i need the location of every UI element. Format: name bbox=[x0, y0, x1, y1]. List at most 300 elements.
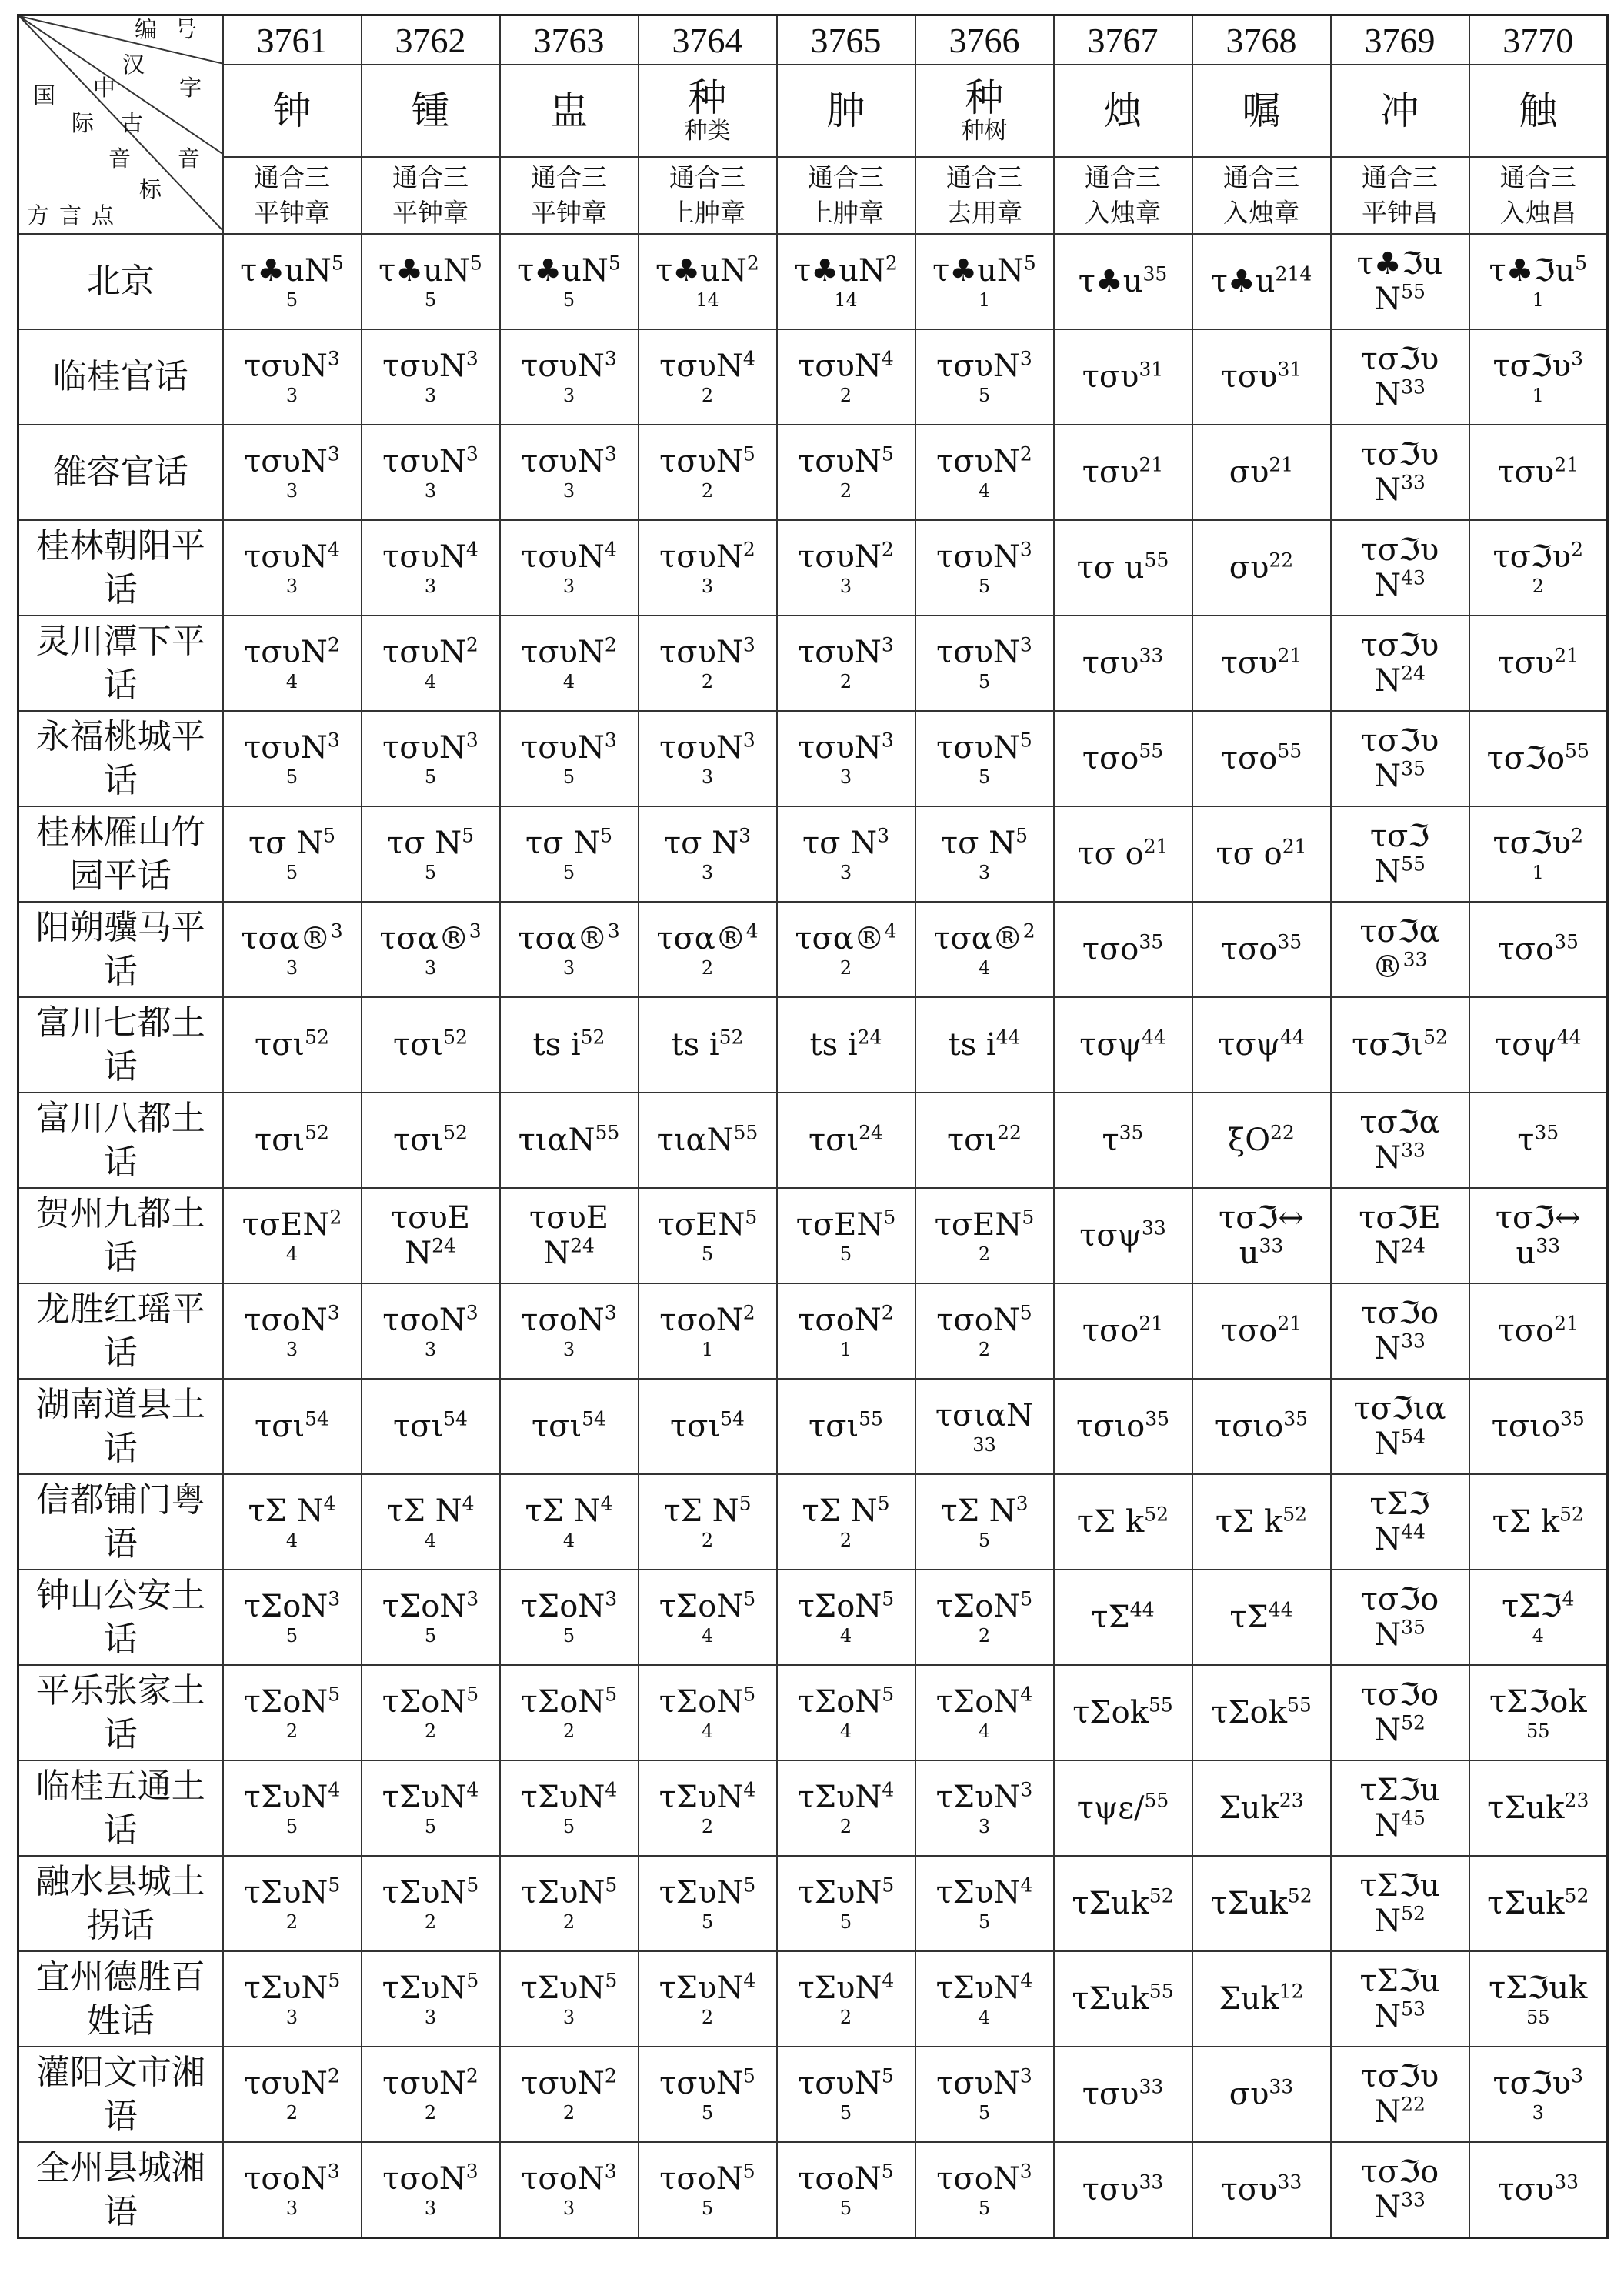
pronunciation-line bbox=[936, 730, 1032, 766]
pronunciation-main: τσ N bbox=[386, 825, 462, 861]
pronunciation-main: τσυN bbox=[659, 729, 743, 766]
corner-label: 古 bbox=[121, 112, 144, 136]
tone-subscript: 3 bbox=[562, 2006, 575, 2028]
tone-superscript: 52 bbox=[305, 1026, 329, 1049]
pronunciation-main: τ bbox=[1102, 1123, 1119, 1158]
pronunciation-main: τσοN bbox=[659, 2161, 743, 2197]
pronunciation-line-2 bbox=[1332, 1999, 1469, 2034]
pronunciation-line bbox=[935, 1207, 1035, 1243]
tone-superscript: 5 bbox=[466, 1969, 479, 1992]
pronunciation-line-2 bbox=[1332, 1617, 1469, 1653]
pronunciation-cell bbox=[500, 1570, 639, 1665]
pronunciation-main: τσ N bbox=[663, 825, 739, 861]
tone-superscript: 55 bbox=[1286, 1693, 1312, 1717]
tone-subscript: 4 bbox=[978, 956, 991, 979]
tone-superscript: 3 bbox=[877, 824, 890, 847]
pronunciation-continuation: N bbox=[1374, 1713, 1402, 1748]
pronunciation-line bbox=[393, 1123, 468, 1158]
pronunciation-main: τσℑο bbox=[1486, 741, 1566, 776]
tone-superscript: 52 bbox=[719, 1026, 744, 1049]
pronunciation-cell bbox=[1469, 616, 1608, 711]
middle-chinese-cell bbox=[639, 157, 777, 234]
dialect-location: 北京 bbox=[18, 234, 223, 329]
pronunciation-line bbox=[1359, 1200, 1441, 1236]
pronunciation-line bbox=[659, 539, 755, 575]
pronunciation-cell bbox=[915, 234, 1054, 329]
tone-subscript: 2 bbox=[701, 479, 714, 502]
pronunciation-main: τΣ N bbox=[248, 1493, 324, 1529]
pronunciation-line bbox=[659, 349, 755, 384]
pronunciation-main: τσυN bbox=[244, 348, 328, 384]
tone-superscript: 55 bbox=[1139, 739, 1164, 762]
character-cell bbox=[1469, 65, 1608, 157]
pronunciation-line bbox=[1082, 2077, 1164, 2112]
tone-superscript: 5 bbox=[882, 1587, 895, 1610]
pronunciation-continuation: N bbox=[1374, 1140, 1402, 1176]
tone-subscript: 4 bbox=[978, 479, 991, 502]
tone-subscript: 33 bbox=[972, 1433, 996, 1456]
pronunciation-line bbox=[936, 2066, 1032, 2101]
pronunciation-line bbox=[244, 539, 340, 575]
pronunciation-main: τσοN bbox=[936, 2161, 1020, 2197]
pronunciation-cell bbox=[362, 1760, 500, 1856]
tone-subscript: 1 bbox=[701, 1338, 714, 1360]
corner-label: 音 bbox=[108, 147, 132, 172]
pronunciation-cell bbox=[1331, 234, 1469, 329]
pronunciation-line bbox=[936, 444, 1032, 479]
pronunciation-main: τσιο bbox=[1214, 1409, 1284, 1444]
pronunciation-cell bbox=[362, 1188, 500, 1283]
tone-superscript: 5 bbox=[742, 442, 755, 465]
pronunciation-line bbox=[521, 2161, 616, 2197]
tone-subscript: 14 bbox=[695, 289, 719, 311]
tone-superscript: 55 bbox=[1401, 280, 1426, 303]
tone-superscript: 3 bbox=[328, 1587, 341, 1610]
tone-subscript: 5 bbox=[562, 766, 575, 788]
tone-superscript: 33 bbox=[1142, 1216, 1166, 1240]
pronunciation-line bbox=[1077, 1504, 1169, 1540]
tone-subscript: 3 bbox=[562, 575, 575, 597]
pronunciation-cell bbox=[1054, 806, 1192, 902]
pronunciation-cell bbox=[223, 1188, 362, 1283]
character-number: 3762 bbox=[362, 15, 500, 65]
pronunciation-cell bbox=[223, 1760, 362, 1856]
pronunciation-line bbox=[798, 1780, 895, 1815]
pronunciation-cell bbox=[362, 234, 500, 329]
pronunciation-main: τσℑ↔ bbox=[1219, 1200, 1304, 1236]
dialect-location: 宜州德胜百姓话 bbox=[18, 1951, 223, 2047]
pronunciation-line-2 bbox=[1332, 568, 1469, 603]
tone-superscript: 12 bbox=[1279, 1980, 1304, 2003]
pronunciation-main: τΣuk bbox=[1210, 1886, 1288, 1921]
pronunciation-main: τσυN bbox=[798, 634, 882, 670]
pronunciation-cell bbox=[777, 520, 915, 616]
pronunciation-cell bbox=[639, 997, 777, 1093]
pronunciation-main: τσυN bbox=[521, 348, 605, 384]
middle-chinese-line: 平钟昌 bbox=[1362, 198, 1438, 228]
pronunciation-main: τΣ N bbox=[940, 1493, 1016, 1529]
character-number: 3761 bbox=[223, 15, 362, 65]
pronunciation-cell bbox=[777, 1760, 915, 1856]
pronunciation-line bbox=[1221, 1313, 1302, 1349]
pronunciation-cell bbox=[1054, 1283, 1192, 1379]
dialect-location: 永福桃城平话 bbox=[18, 711, 223, 806]
pronunciation-line bbox=[1361, 1296, 1439, 1331]
pronunciation-line-2 bbox=[1332, 472, 1469, 508]
character-number: 3764 bbox=[639, 15, 777, 65]
pronunciation-main: τσιο bbox=[1491, 1409, 1560, 1444]
pronunciation-line bbox=[659, 1780, 756, 1815]
tone-subscript: 2 bbox=[839, 479, 852, 502]
pronunciation-line bbox=[1228, 1123, 1295, 1158]
pronunciation-line bbox=[935, 1398, 1033, 1433]
pronunciation-line bbox=[382, 1970, 479, 2006]
tone-superscript: 3 bbox=[465, 347, 479, 370]
tone-superscript: 44 bbox=[995, 1026, 1021, 1049]
pronunciation-cell bbox=[223, 1570, 362, 1665]
pronunciation-main: τΣυN bbox=[659, 1970, 744, 2006]
tone-superscript: 44 bbox=[1401, 1520, 1426, 1543]
middle-chinese-line: 入烛章 bbox=[1085, 198, 1161, 228]
dialect-location: 雒容官话 bbox=[18, 425, 223, 520]
pronunciation-cell bbox=[1331, 2142, 1469, 2238]
pronunciation-main: τσα® bbox=[795, 920, 885, 956]
character: 烛 bbox=[1103, 88, 1142, 133]
pronunciation-line bbox=[1215, 1409, 1308, 1444]
pronunciation-main: τσοN bbox=[659, 1302, 743, 1338]
pronunciation-line bbox=[525, 826, 612, 861]
pronunciation-main: τσℑυ bbox=[1492, 2065, 1572, 2101]
tone-superscript: 55 bbox=[1148, 1693, 1173, 1717]
tone-superscript: 3 bbox=[1571, 347, 1584, 370]
tone-subscript: 5 bbox=[978, 1529, 991, 1551]
pronunciation-line bbox=[798, 539, 894, 575]
pronunciation-main: τσℑυ bbox=[1360, 2059, 1439, 2094]
tone-superscript: 21 bbox=[1269, 453, 1294, 476]
pronunciation-main: τσυ bbox=[1082, 359, 1139, 395]
tone-superscript: 2 bbox=[881, 1301, 894, 1324]
pronunciation-cell bbox=[915, 2047, 1054, 2142]
tone-superscript: 4 bbox=[466, 1778, 479, 1801]
pronunciation-line bbox=[242, 1207, 342, 1243]
tone-superscript: 5 bbox=[466, 1874, 479, 1897]
pronunciation-main: τΣοk bbox=[1211, 1695, 1287, 1730]
pronunciation-cell bbox=[915, 1570, 1054, 1665]
corner-label: 编 bbox=[135, 18, 158, 42]
tone-superscript: 5 bbox=[743, 1683, 756, 1706]
tone-subscript: 3 bbox=[424, 384, 437, 406]
tone-superscript: 5 bbox=[331, 252, 344, 275]
pronunciation-line bbox=[255, 1123, 329, 1158]
pronunciation-main: τσα® bbox=[933, 920, 1023, 956]
middle-chinese-line: 通合三 bbox=[669, 162, 745, 192]
pronunciation-main: τιαN bbox=[518, 1123, 595, 1158]
tone-superscript: 35 bbox=[1401, 757, 1426, 780]
pronunciation-cell bbox=[1192, 711, 1331, 806]
tone-superscript: 2 bbox=[885, 252, 898, 275]
pronunciation-line bbox=[1353, 1391, 1446, 1426]
pronunciation-cell bbox=[500, 1760, 639, 1856]
pronunciation-main: τσℑυ bbox=[1360, 628, 1439, 663]
pronunciation-line bbox=[1221, 2172, 1302, 2207]
pronunciation-line bbox=[658, 1207, 758, 1243]
pronunciation-cell bbox=[1192, 1188, 1331, 1283]
pronunciation-main: τΣυN bbox=[797, 1779, 882, 1815]
pronunciation-main: τσι bbox=[393, 1123, 444, 1158]
pronunciation-cell bbox=[1469, 1283, 1608, 1379]
tone-superscript: 3 bbox=[465, 2160, 479, 2183]
pronunciation-line bbox=[244, 1684, 340, 1720]
pronunciation-line bbox=[656, 921, 758, 956]
pronunciation-cell bbox=[223, 234, 362, 329]
pronunciation-main: τσℑυ bbox=[1492, 539, 1572, 575]
pronunciation-main: τΣοN bbox=[659, 1588, 744, 1624]
tone-superscript: 4 bbox=[745, 919, 759, 943]
dialect-location: 平乐张家土话 bbox=[18, 1665, 223, 1760]
pronunciation-line bbox=[1361, 723, 1439, 759]
pronunciation-line bbox=[244, 2066, 340, 2101]
tone-subscript: 3 bbox=[562, 2197, 575, 2219]
tone-superscript: 35 bbox=[1119, 1121, 1144, 1144]
pronunciation-line bbox=[795, 921, 896, 956]
pronunciation-cell bbox=[1054, 2142, 1192, 2238]
dialect-location: 贺州九都土话 bbox=[18, 1188, 223, 1283]
corner-label: 字 bbox=[179, 76, 202, 101]
pronunciation-continuation: N bbox=[1374, 2094, 1402, 2130]
tone-subscript: 2 bbox=[839, 2006, 852, 2028]
tone-superscript: 55 bbox=[859, 1407, 883, 1430]
pronunciation-main: τσοN bbox=[382, 2161, 466, 2197]
tone-subscript: 3 bbox=[424, 2006, 437, 2028]
pronunciation-cell bbox=[1331, 329, 1469, 425]
pronunciation-cell bbox=[1331, 1951, 1469, 2047]
pronunciation-line bbox=[798, 2066, 894, 2101]
tone-superscript: 3 bbox=[1019, 2160, 1032, 2183]
pronunciation-cell bbox=[639, 1760, 777, 1856]
tone-subscript: 2 bbox=[978, 1338, 991, 1360]
tone-subscript: 2 bbox=[839, 670, 852, 692]
pronunciation-cell bbox=[1331, 997, 1469, 1093]
character-number: 3768 bbox=[1192, 15, 1331, 65]
pronunciation-line bbox=[1221, 932, 1302, 967]
tone-superscript: 3 bbox=[327, 1301, 340, 1324]
tone-subscript: 2 bbox=[839, 384, 852, 406]
tone-subscript: 3 bbox=[285, 956, 298, 979]
pronunciation-cell bbox=[915, 329, 1054, 425]
tone-superscript: 4 bbox=[882, 1969, 895, 1992]
dialect-location: 信都铺门粤语 bbox=[18, 1474, 223, 1570]
tone-subscript: 3 bbox=[839, 861, 852, 883]
pronunciation-cell bbox=[500, 1665, 639, 1760]
dialect-row bbox=[18, 1474, 1608, 1570]
tone-superscript: 2 bbox=[465, 2064, 479, 2087]
pronunciation-main: τ♣ℑu bbox=[1489, 252, 1576, 289]
tone-superscript: 4 bbox=[462, 1492, 475, 1515]
pronunciation-cell bbox=[639, 1570, 777, 1665]
pronunciation-line bbox=[796, 1207, 896, 1243]
pronunciation-cell bbox=[1469, 1760, 1608, 1856]
pronunciation-main: τσυN bbox=[382, 634, 466, 670]
pronunciation-main: τσℑα bbox=[1359, 1105, 1440, 1140]
pronunciation-cell bbox=[915, 1951, 1054, 2047]
middle-chinese-line: 通合三 bbox=[531, 162, 607, 192]
tone-superscript: 3 bbox=[881, 633, 894, 656]
tone-superscript: 5 bbox=[466, 1683, 479, 1706]
pronunciation-line bbox=[248, 1493, 335, 1529]
pronunciation-cell bbox=[223, 520, 362, 616]
tone-subscript: 2 bbox=[424, 2101, 437, 2124]
middle-chinese-line: 上肿章 bbox=[808, 198, 884, 228]
tone-superscript: 5 bbox=[328, 1683, 341, 1706]
tone-superscript: 4 bbox=[882, 1778, 895, 1801]
pronunciation-cell bbox=[915, 902, 1054, 997]
corner-label: 际 bbox=[72, 112, 95, 136]
middle-chinese-row bbox=[18, 157, 1608, 234]
pronunciation-line bbox=[519, 1123, 620, 1158]
pronunciation-line bbox=[932, 253, 1036, 289]
tone-subscript: 2 bbox=[839, 1529, 852, 1551]
middle-chinese-line: 上肿章 bbox=[669, 198, 745, 228]
dialect-location: 桂林雁山竹园平话 bbox=[18, 806, 223, 902]
pronunciation-cell bbox=[500, 711, 639, 806]
tone-subscript: 1 bbox=[1532, 861, 1544, 883]
pronunciation-line bbox=[382, 730, 479, 766]
pronunciation-cell bbox=[1331, 520, 1469, 616]
pronunciation-main: τΣυN bbox=[243, 1874, 328, 1910]
tone-superscript: 3 bbox=[742, 633, 755, 656]
character-cell bbox=[915, 65, 1054, 157]
pronunciation-cell bbox=[223, 997, 362, 1093]
pronunciation-main: τσο bbox=[1497, 932, 1555, 967]
pronunciation-main: τσυN bbox=[244, 2065, 328, 2101]
tone-subscript: 2 bbox=[285, 1720, 298, 1742]
middle-chinese-line: 入烛章 bbox=[1223, 198, 1299, 228]
tone-superscript: 2 bbox=[327, 633, 340, 656]
number-header-row bbox=[18, 15, 1608, 65]
pronunciation-line bbox=[1498, 1313, 1579, 1349]
tone-superscript: 33 bbox=[1401, 375, 1426, 399]
pronunciation-line bbox=[1210, 1886, 1312, 1921]
tone-subscript: 3 bbox=[285, 2006, 298, 2028]
pronunciation-line-2 bbox=[1332, 282, 1469, 317]
pronunciation-line bbox=[1221, 741, 1302, 776]
pronunciation-cell bbox=[777, 997, 915, 1093]
tone-superscript: 22 bbox=[1270, 1121, 1295, 1144]
pronunciation-cell bbox=[915, 1760, 1054, 1856]
pronunciation-main: τσℑυ bbox=[1492, 825, 1572, 861]
pronunciation-main: τΣοN bbox=[243, 1588, 328, 1624]
pronunciation-main: τΣℑοk bbox=[1489, 1683, 1587, 1720]
pronunciation-main: τΣοN bbox=[520, 1588, 605, 1624]
tone-subscript: 4 bbox=[701, 1624, 714, 1647]
pronunciation-line bbox=[941, 826, 1028, 861]
tone-superscript: 55 bbox=[1144, 1789, 1169, 1812]
tone-superscript: 24 bbox=[857, 1026, 882, 1049]
dialect-row bbox=[18, 520, 1608, 616]
middle-chinese-line: 通合三 bbox=[1085, 162, 1161, 192]
corner-label: 点 bbox=[92, 204, 115, 229]
pronunciation-line bbox=[382, 1684, 479, 1720]
pronunciation-main: τσυN bbox=[244, 443, 328, 479]
middle-chinese-line: 通合三 bbox=[1223, 162, 1299, 192]
pronunciation-line bbox=[1219, 1981, 1303, 2017]
pronunciation-continuation: N bbox=[1374, 377, 1402, 412]
character: 盅 bbox=[549, 88, 589, 133]
tone-superscript: 4 bbox=[465, 538, 479, 561]
pronunciation-cell bbox=[777, 1856, 915, 1951]
pronunciation-continuation: N bbox=[1374, 663, 1402, 699]
tone-superscript: 2 bbox=[465, 633, 479, 656]
pronunciation-cell bbox=[1469, 1093, 1608, 1188]
tone-superscript: 52 bbox=[443, 1026, 468, 1049]
pronunciation-cell bbox=[915, 806, 1054, 902]
pronunciation-cell bbox=[915, 1665, 1054, 1760]
pronunciation-main: τσυN bbox=[659, 634, 743, 670]
tone-superscript: 4 bbox=[743, 1969, 756, 1992]
tone-subscript: 5 bbox=[562, 289, 575, 311]
tone-superscript: 2 bbox=[1571, 538, 1584, 561]
tone-superscript: 3 bbox=[1020, 1778, 1033, 1801]
tone-subscript: 2 bbox=[285, 2101, 298, 2124]
pronunciation-cell bbox=[639, 1283, 777, 1379]
pronunciation-line bbox=[659, 444, 755, 479]
pronunciation-line bbox=[525, 1493, 612, 1529]
tone-superscript: 21 bbox=[1554, 453, 1579, 476]
pronunciation-line-2 bbox=[1332, 1426, 1469, 1462]
pronunciation-cell bbox=[915, 520, 1054, 616]
tone-superscript: 5 bbox=[1575, 252, 1588, 275]
tone-superscript: 45 bbox=[1401, 1807, 1426, 1830]
pronunciation-cell bbox=[362, 1474, 500, 1570]
pronunciation-cell bbox=[639, 234, 777, 329]
pronunciation-main: τσυ bbox=[1082, 455, 1139, 490]
pronunciation-line bbox=[936, 1589, 1032, 1624]
pronunciation-line bbox=[241, 921, 342, 956]
pronunciation-main: τΣℑu bbox=[1359, 1964, 1440, 1999]
pronunciation-line bbox=[798, 2161, 893, 2197]
pronunciation-main: τ♣ℑu bbox=[1356, 246, 1443, 282]
pronunciation-line bbox=[1497, 2172, 1579, 2207]
pronunciation-cell bbox=[915, 1856, 1054, 1951]
tone-superscript: 21 bbox=[1277, 1312, 1302, 1335]
pronunciation-main: τσ ο bbox=[1077, 836, 1144, 872]
tone-superscript: 35 bbox=[1142, 262, 1168, 285]
tone-superscript: 5 bbox=[745, 1206, 758, 1229]
pronunciation-line bbox=[798, 349, 894, 384]
pronunciation-cell bbox=[1192, 1951, 1331, 2047]
pronunciation-main: τσι bbox=[809, 1409, 859, 1444]
pronunciation-line bbox=[382, 539, 479, 575]
pronunciation-line bbox=[664, 826, 751, 861]
pronunciation-main: τσι bbox=[393, 1027, 444, 1063]
pronunciation-line bbox=[663, 1493, 751, 1529]
pronunciation-main: τσοN bbox=[382, 1302, 466, 1338]
pronunciation-line bbox=[809, 1409, 883, 1444]
tone-subscript: 3 bbox=[701, 861, 714, 883]
tone-subscript: 3 bbox=[285, 479, 298, 502]
pronunciation-main: τΣοN bbox=[382, 1683, 467, 1720]
tone-superscript: 24 bbox=[570, 1234, 595, 1257]
tone-subscript: 2 bbox=[839, 956, 852, 979]
tone-superscript: 3 bbox=[330, 919, 343, 943]
tone-superscript: 2 bbox=[1022, 919, 1035, 943]
dialect-row bbox=[18, 329, 1608, 425]
pronunciation-main: τσι bbox=[670, 1409, 721, 1444]
pronunciation-cell bbox=[1054, 1570, 1192, 1665]
pronunciation-line bbox=[521, 730, 617, 766]
tone-superscript: 5 bbox=[605, 1874, 618, 1897]
pronunciation-main: τ♣uN bbox=[932, 252, 1024, 289]
